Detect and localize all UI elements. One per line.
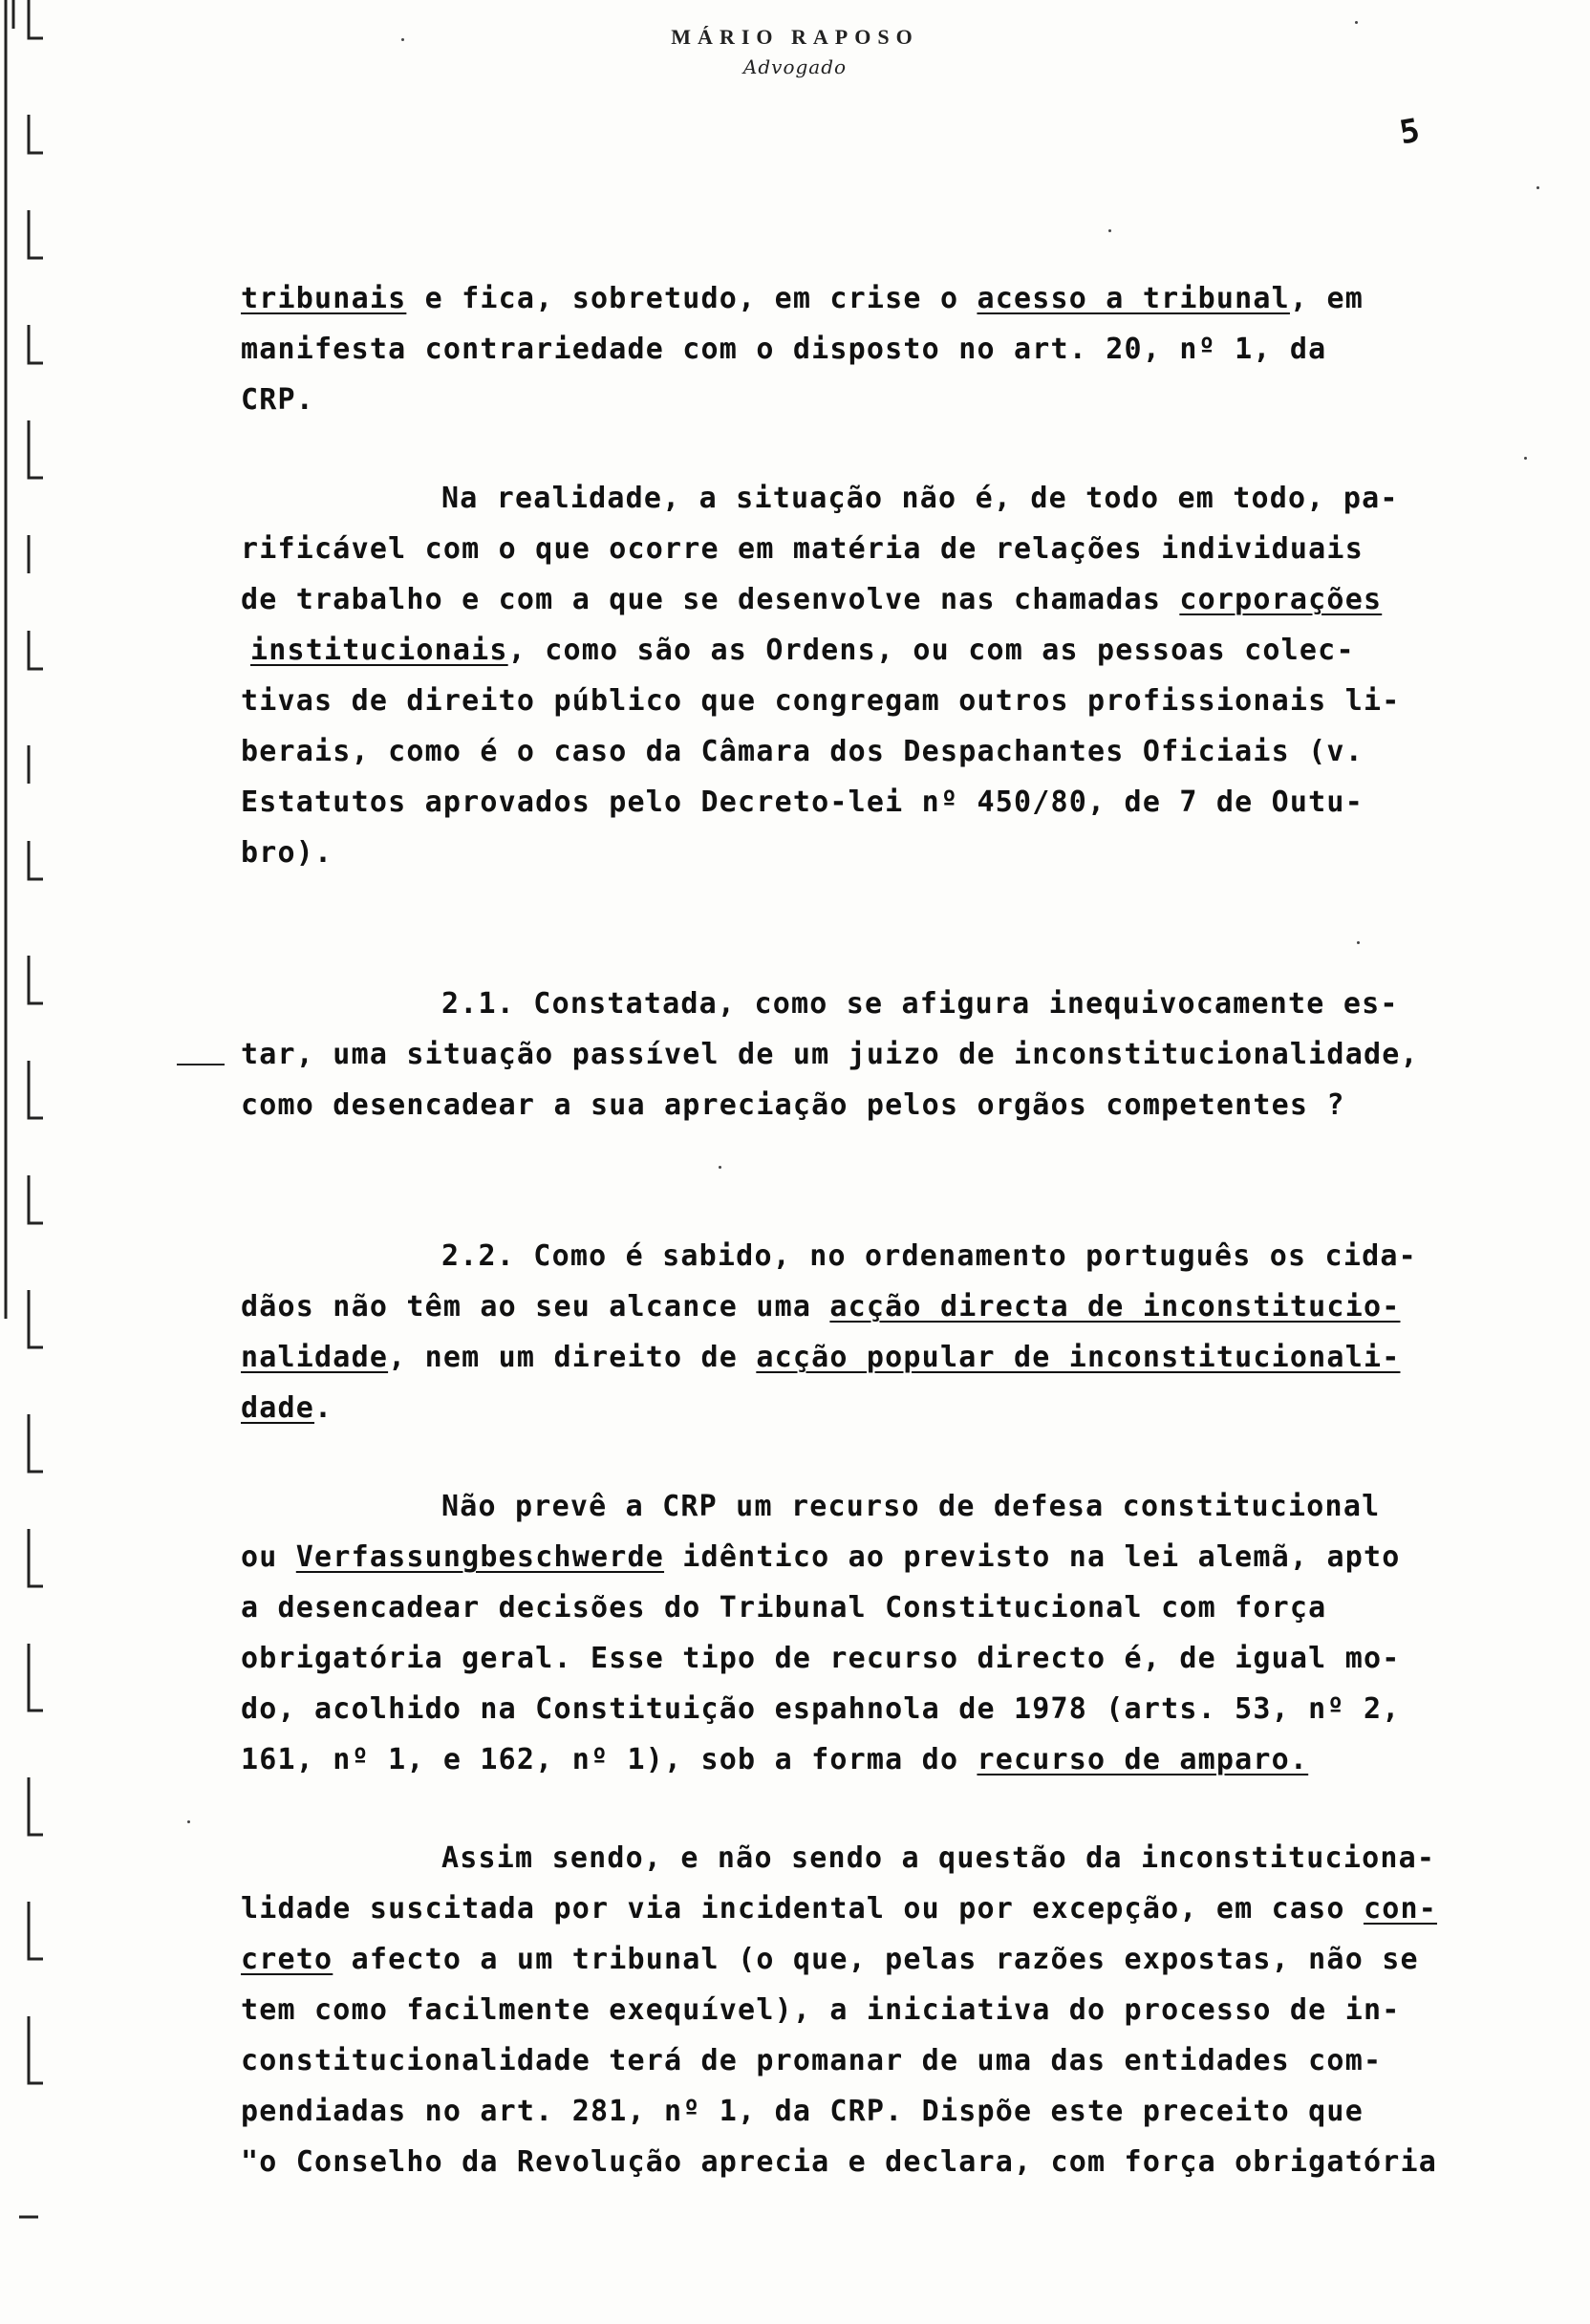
underlined-text: acção popular de inconstitucionali- — [756, 1341, 1401, 1374]
text-line — [241, 1281, 1521, 1332]
text-line — [241, 1582, 1521, 1633]
text-line — [241, 324, 1521, 375]
text-line — [241, 375, 1521, 425]
text-segment: manifesta contrariedade com o disposto no art. 20, nº 1, da — [241, 333, 1327, 366]
text-segment: "o Conselho da Revolução aprecia e declara, com força obrigatória — [241, 2145, 1437, 2179]
text-segment: berais, como é o caso da Câmara dos Despachantes Oficiais (v. — [241, 735, 1364, 768]
text-line — [241, 1934, 1521, 1985]
text-segment: tem como facilmente exequível), a iniciativa do processo de in- — [241, 1993, 1401, 2027]
text-segment: obrigatória geral. Esse tipo de recurso directo é, de igual mo- — [241, 1642, 1401, 1675]
text-line — [241, 273, 1521, 324]
letterhead-name: MÁRIO RAPOSO — [671, 25, 919, 49]
text-segment: lidade suscitada por via incidental ou por excepção, em caso — [241, 1892, 1364, 1926]
text-segment: Estatutos aprovados pelo Decreto-lei nº 450/80, de 7 de Outu- — [241, 785, 1364, 819]
text-segment: CRP. — [241, 383, 315, 417]
letterhead — [0, 25, 1590, 78]
scan-speck — [1524, 457, 1527, 460]
scan-speck — [1357, 941, 1360, 944]
page-mark: 5 — [1396, 111, 1423, 153]
text-line — [241, 1883, 1521, 1934]
text-segment: , nem um direito de — [388, 1341, 757, 1374]
text-line — [241, 1734, 1521, 1785]
text-line — [241, 625, 1521, 676]
section-2-2 — [241, 1231, 1521, 1433]
text-segment: , como são as Ordens, ou com as pessoas colec- — [507, 634, 1355, 667]
text-line — [241, 1383, 1521, 1433]
text-line — [241, 524, 1521, 574]
text-line — [241, 828, 1521, 878]
scan-speck — [401, 38, 404, 41]
underlined-text: Verfassungbeschwerde — [295, 1540, 665, 1574]
text-segment: Assim sendo, e não sendo a questão da inconstituciona- — [441, 1841, 1436, 1875]
text-line — [241, 1481, 1521, 1532]
section-2-1 — [241, 979, 1521, 1130]
text-segment: constitucionalidade terá de promanar de uma das entidades com- — [241, 2044, 1383, 2077]
text-segment: tar, uma situação passível de um juizo de inconstitucionalidade, — [241, 1038, 1419, 1071]
text-segment: dãos não têm ao seu alcance uma — [241, 1290, 830, 1323]
text-segment: . — [314, 1391, 333, 1425]
text-segment: rificável com o que ocorre em matéria de relações individuais — [241, 532, 1364, 566]
text-line — [241, 2086, 1521, 2137]
underlined-text: acção directa de inconstitucio- — [829, 1290, 1401, 1323]
underlined-text: creto — [241, 1943, 333, 1976]
text-segment: e fica, sobretudo, em crise o — [406, 282, 978, 315]
text-line — [241, 1532, 1521, 1582]
text-segment: , em — [1289, 282, 1364, 315]
margin-dash-mark — [177, 1064, 225, 1065]
scan-speck — [719, 1166, 721, 1169]
underlined-text: corporações — [1179, 583, 1383, 616]
paragraph — [241, 1481, 1521, 1785]
text-segment: 2.2. Como é sabido, no ordenamento português os cida- — [441, 1239, 1417, 1273]
letterhead-signature: Advogado — [742, 55, 848, 78]
text-segment: idêntico ao previsto na lei alemã, apto — [664, 1540, 1401, 1574]
text-segment: afecto a um tribunal (o que, pelas razões expostas, não se — [333, 1943, 1419, 1976]
text-line — [241, 1833, 1521, 1883]
text-line — [241, 726, 1521, 777]
text-line — [241, 1332, 1521, 1383]
text-segment: bro). — [241, 836, 333, 870]
scan-speck — [1355, 21, 1358, 24]
paragraph — [241, 473, 1521, 878]
underlined-text: con- — [1363, 1892, 1437, 1926]
text-segment: ou — [241, 1540, 296, 1574]
text-segment: tivas de direito público que congregam outros profissionais li- — [241, 684, 1401, 718]
text-segment: Na realidade, a situação não é, de todo em todo, pa- — [441, 482, 1399, 515]
underlined-text: institucionais — [250, 634, 508, 667]
text-line — [241, 676, 1521, 726]
text-line — [241, 1633, 1521, 1684]
text-line — [241, 1985, 1521, 2035]
underlined-text: dade — [241, 1391, 315, 1425]
body-text — [241, 273, 1521, 2187]
underlined-text: acesso a tribunal — [977, 282, 1290, 315]
paragraph — [241, 1833, 1521, 2187]
scan-speck — [187, 1820, 190, 1823]
text-segment: como desencadear a sua apreciação pelos orgãos competentes ? — [241, 1088, 1345, 1122]
text-line — [241, 979, 1521, 1029]
text-line — [241, 1080, 1521, 1130]
text-line — [241, 2137, 1521, 2187]
text-line — [241, 1684, 1521, 1734]
underlined-text: recurso de amparo. — [977, 1743, 1309, 1776]
text-segment: 161, nº 1, e 162, nº 1), sob a forma do — [241, 1743, 978, 1776]
text-segment: 2.1. Constatada, como se afigura inequivocamente es- — [441, 987, 1399, 1021]
text-segment: pendiadas no art. 281, nº 1, da CRP. Dispõe este preceito que — [241, 2095, 1364, 2128]
text-line — [241, 2035, 1521, 2086]
text-line — [241, 473, 1521, 524]
text-segment: Não prevê a CRP um recurso de defesa constitucional — [441, 1490, 1381, 1523]
scan-speck — [1108, 229, 1111, 232]
underlined-text: tribunais — [241, 282, 407, 315]
text-line — [241, 1231, 1521, 1281]
binder-margin-marks — [0, 0, 67, 2324]
text-segment: do, acolhido na Constituição espahnola de 1978 (arts. 53, nº 2, — [241, 1692, 1401, 1726]
paragraph — [241, 273, 1521, 425]
text-line — [241, 574, 1521, 625]
text-line — [241, 1029, 1521, 1080]
underlined-text: nalidade — [241, 1341, 389, 1374]
text-segment: de trabalho e com a que se desenvolve nas chamadas — [241, 583, 1180, 616]
text-line — [241, 777, 1521, 828]
text-segment: a desencadear decisões do Tribunal Constitucional com força — [241, 1591, 1327, 1625]
scan-speck — [1536, 186, 1539, 189]
